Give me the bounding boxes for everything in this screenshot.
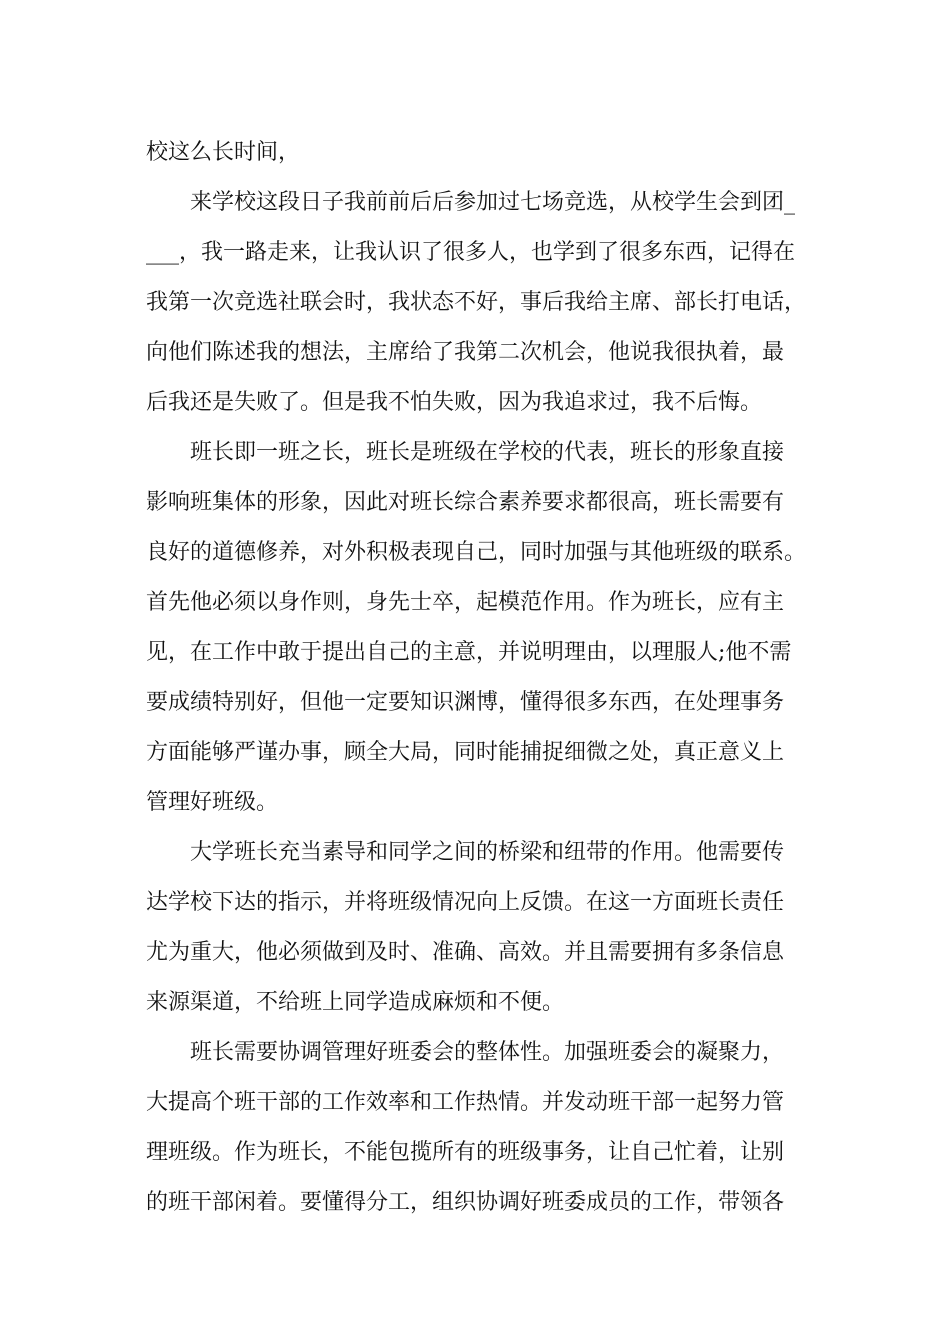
text-line: 影响班集体的形象，因此对班长综合素养要求都很高，班长需要有 [146, 490, 785, 515]
text-line: 大提高个班干部的工作效率和工作热情。并发动班干部一起努力管 [146, 1090, 785, 1115]
text-line: 管理好班级。 [146, 790, 279, 815]
paragraph-first-line: 来学校这段日子我前前后后参加过七场竞选，从校学生会到团_ [190, 190, 796, 215]
text-line: 向他们陈述我的想法，主席给了我第二次机会，他说我很执着，最 [146, 340, 785, 365]
text-line: 首先他必须以身作则，身先士卒，起模范作用。作为班长，应有主 [146, 590, 785, 615]
text-line: 后我还是失败了。但是我不怕失败，因为我追求过，我不后悔。 [146, 390, 763, 415]
text-line: ___，我一路走来，让我认识了很多人，也学到了很多东西，记得在 [146, 240, 796, 265]
paragraph-first-line: 班长即一班之长，班长是班级在学校的代表，班长的形象直接 [190, 440, 785, 465]
text-line: 良好的道德修养，对外积极表现自己，同时加强与其他班级的联系。 [146, 540, 807, 565]
text-line: 来源渠道，不给班上同学造成麻烦和不便。 [146, 990, 565, 1015]
paragraph-first-line: 大学班长充当素导和同学之间的桥梁和纽带的作用。他需要传 [190, 840, 785, 865]
paragraph-first-line: 班长需要协调管理好班委会的整体性。加强班委会的凝聚力， [190, 1040, 785, 1065]
text-line: 的班干部闲着。要懂得分工，组织协调好班委成员的工作，带领各 [146, 1190, 785, 1215]
text-line: 理班级。作为班长，不能包揽所有的班级事务，让自己忙着，让别 [146, 1140, 785, 1165]
text-line: 尤为重大，他必须做到及时、准确、高效。并且需要拥有多条信息 [146, 940, 785, 965]
text-line: 我第一次竞选社联会时，我状态不好，事后我给主席、部长打电话， [146, 290, 807, 315]
text-line: 校这么长时间， [146, 140, 301, 165]
text-line: 达学校下达的指示，并将班级情况向上反馈。在这一方面班长责任 [146, 890, 785, 915]
document-body [146, 128, 826, 1228]
text-line: 方面能够严谨办事，顾全大局，同时能捕捉细微之处，真正意义上 [146, 740, 785, 765]
text-line: 要成绩特别好，但他一定要知识渊博，懂得很多东西，在处理事务 [146, 690, 785, 715]
text-line: 见，在工作中敢于提出自己的主意，并说明理由，以理服人;他不需 [146, 640, 792, 665]
